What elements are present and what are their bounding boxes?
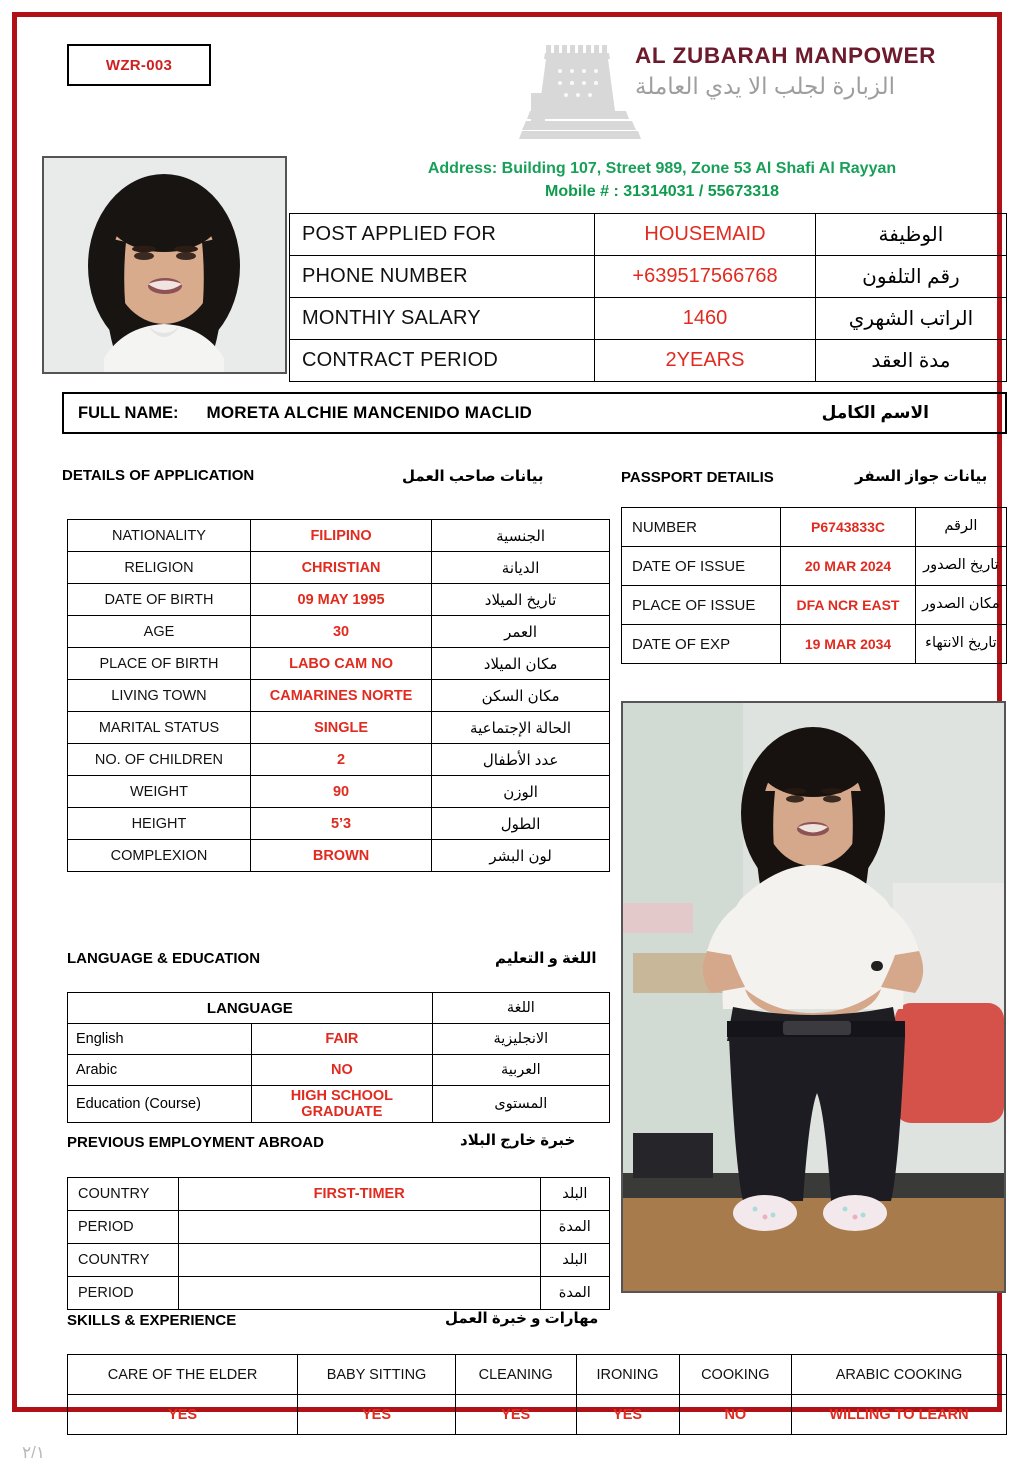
applicant-headshot-photo [42, 156, 287, 374]
table-row [68, 1277, 610, 1310]
details-of-application-table [67, 519, 610, 872]
skills-rows [68, 1355, 1007, 1435]
language-rows [68, 993, 610, 1123]
religion-value: CHRISTIAN [250, 552, 431, 584]
table-row [68, 744, 610, 776]
date-of-issue-value: 20 MAR 2024 [781, 547, 916, 586]
nationality-arabic: الجنسية [432, 520, 610, 552]
passport-number-arabic: الرقم [915, 508, 1006, 547]
document-page-frame [12, 12, 1002, 1423]
phone-number-arabic: رقم التلفون [815, 256, 1006, 298]
company-name-en: AL ZUBARAH MANPOWER [635, 43, 936, 68]
table-row [68, 1055, 610, 1086]
passport-number-value: P6743833C [781, 508, 916, 547]
complexion-arabic: لون البشر [432, 840, 610, 872]
company-contact [317, 157, 1007, 203]
reference-code-box [67, 44, 211, 86]
table-row [68, 1244, 610, 1277]
skill-header-elder-care: CARE OF THE ELDER [68, 1355, 298, 1395]
height-arabic: الطول [432, 808, 610, 840]
previous-employment-table [67, 1177, 610, 1310]
post-details-rows [290, 214, 1007, 382]
table-row [622, 586, 1007, 625]
table-row [622, 508, 1007, 547]
table-row [290, 214, 1007, 256]
full-name-label: FULL NAME: [78, 403, 179, 422]
table-row [68, 712, 610, 744]
employment-period-2-label: PERIOD [68, 1277, 179, 1310]
height-value: 5’3 [250, 808, 431, 840]
date-of-exp-label: DATE OF EXP [622, 625, 781, 664]
date-of-exp-value: 19 MAR 2034 [781, 625, 916, 664]
monthly-salary-value: 1460 [595, 298, 816, 340]
page-number-mark: ٢/١ [22, 1443, 45, 1462]
table-row [68, 520, 610, 552]
place-of-issue-label: PLACE OF ISSUE [622, 586, 781, 625]
education-arabic: المستوى [432, 1086, 609, 1123]
table-row [68, 993, 610, 1024]
table-row [68, 1024, 610, 1055]
reference-code-text: WZR-003 [105, 56, 173, 74]
full-name-value: MORETA ALCHIE MANCENIDO MACLID [206, 403, 533, 422]
table-row [68, 808, 610, 840]
table-row [290, 298, 1007, 340]
living-town-value: CAMARINES NORTE [250, 680, 431, 712]
religion-arabic: الديانة [432, 552, 610, 584]
skill-header-ironing: IRONING [576, 1355, 679, 1395]
employment-country-2-arabic: البلد [540, 1244, 609, 1277]
children-label: NO. OF CHILDREN [68, 744, 251, 776]
arabic-arabic: العربية [432, 1055, 609, 1086]
table-row [68, 1086, 610, 1123]
full-name-box [62, 392, 1007, 434]
children-arabic: عدد الأطفال [432, 744, 610, 776]
place-of-issue-value: DFA NCR EAST [781, 586, 916, 625]
skill-value-arabic-cooking: WILLING TO LEARN [792, 1395, 1007, 1435]
english-arabic: الانجليزية [432, 1024, 609, 1055]
marital-status-value: SINGLE [250, 712, 431, 744]
weight-arabic: الوزن [432, 776, 610, 808]
employment-country-2-label: COUNTRY [68, 1244, 179, 1277]
table-row [290, 340, 1007, 382]
skills-section-title: SKILLS & EXPERIENCE [67, 1312, 237, 1329]
skill-value-baby-sitting: YES [298, 1395, 456, 1435]
applicant-fullbody-photo [621, 701, 1006, 1293]
language-header-label: LANGUAGE [68, 993, 433, 1024]
passport-rows [622, 508, 1007, 664]
passport-section-title-arabic: بيانات جواز السفر [855, 468, 988, 485]
complexion-value: BROWN [250, 840, 431, 872]
religion-label: RELIGION [68, 552, 251, 584]
place-of-birth-label: PLACE OF BIRTH [68, 648, 251, 680]
table-row [622, 547, 1007, 586]
skill-header-cleaning: CLEANING [455, 1355, 576, 1395]
nationality-label: NATIONALITY [68, 520, 251, 552]
place-of-issue-arabic: مكان الصدور [915, 586, 1006, 625]
contract-period-label: CONTRACT PERIOD [290, 340, 595, 382]
phone-number-label: PHONE NUMBER [290, 256, 595, 298]
weight-value: 90 [250, 776, 431, 808]
marital-status-arabic: الحالة الإجتماعية [432, 712, 610, 744]
company-mobile: Mobile # : 31314031 / 55673318 [545, 183, 779, 201]
employment-period-1-arabic: المدة [540, 1211, 609, 1244]
living-town-label: LIVING TOWN [68, 680, 251, 712]
employment-rows [68, 1178, 610, 1310]
table-row [290, 256, 1007, 298]
language-header-arabic: اللغة [432, 993, 609, 1024]
date-of-birth-arabic: تاريخ الميلاد [432, 584, 610, 616]
marital-status-label: MARITAL STATUS [68, 712, 251, 744]
post-details-table [289, 213, 1007, 382]
skills-experience-table [67, 1354, 1007, 1435]
date-of-birth-value: 09 MAY 1995 [250, 584, 431, 616]
education-label: Education (Course) [68, 1086, 252, 1123]
details-section-title: DETAILS OF APPLICATION [62, 467, 255, 484]
skill-header-arabic-cooking: ARABIC COOKING [792, 1355, 1007, 1395]
employment-country-1-arabic: البلد [540, 1178, 609, 1211]
details-rows [68, 520, 610, 872]
contract-period-arabic: مدة العقد [815, 340, 1006, 382]
children-value: 2 [250, 744, 431, 776]
table-row [68, 840, 610, 872]
table-row [68, 680, 610, 712]
age-label: AGE [68, 616, 251, 648]
employment-country-1-label: COUNTRY [68, 1178, 179, 1211]
language-section-title-arabic: اللغة و التعليم [495, 950, 597, 967]
employment-country-1-value: FIRST-TIMER [178, 1178, 540, 1211]
company-address: Address: Building 107, Street 989, Zone 53 Al Shafi Al Rayyan [427, 160, 897, 177]
company-brand [635, 45, 995, 99]
fort-tower-icon [512, 39, 642, 144]
skill-value-ironing: YES [576, 1395, 679, 1435]
place-of-birth-arabic: مكان الميلاد [432, 648, 610, 680]
skills-section-title-arabic: مهارات و خبرة العمل [445, 1310, 599, 1327]
company-name-ar: الزبارة لجلب الا يدي العاملة [635, 72, 896, 99]
date-of-birth-label: DATE OF BIRTH [68, 584, 251, 616]
skill-header-cooking: COOKING [679, 1355, 791, 1395]
employment-period-2-arabic: المدة [540, 1277, 609, 1310]
date-of-exp-arabic: تاريخ الانتهاء [915, 625, 1006, 664]
age-arabic: العمر [432, 616, 610, 648]
height-label: HEIGHT [68, 808, 251, 840]
english-value: FAIR [252, 1024, 433, 1055]
monthly-salary-label: MONTHIY SALARY [290, 298, 595, 340]
passport-details-table [621, 507, 1007, 664]
arabic-label: Arabic [68, 1055, 252, 1086]
details-section-title-arabic: بيانات صاحب العمل [402, 468, 544, 485]
table-row [68, 1355, 1007, 1395]
post-applied-label: POST APPLIED FOR [290, 214, 595, 256]
date-of-issue-arabic: تاريخ الصدور [915, 547, 1006, 586]
employment-period-1-value [178, 1211, 540, 1244]
full-name-arabic: الاسم الكامل [821, 403, 929, 422]
skill-value-cleaning: YES [455, 1395, 576, 1435]
table-row [68, 616, 610, 648]
table-row [68, 776, 610, 808]
table-row [622, 625, 1007, 664]
post-applied-value: HOUSEMAID [595, 214, 816, 256]
language-education-table [67, 992, 610, 1123]
english-label: English [68, 1024, 252, 1055]
monthly-salary-arabic: الراتب الشهري [815, 298, 1006, 340]
contract-period-value: 2YEARS [595, 340, 816, 382]
weight-label: WEIGHT [68, 776, 251, 808]
passport-section-title: PASSPORT DETAILIS [621, 469, 774, 486]
table-row [68, 1178, 610, 1211]
age-value: 30 [250, 616, 431, 648]
table-row [68, 584, 610, 616]
table-row [68, 648, 610, 680]
date-of-issue-label: DATE OF ISSUE [622, 547, 781, 586]
skill-value-elder-care: YES [68, 1395, 298, 1435]
table-row [68, 1395, 1007, 1435]
passport-number-label: NUMBER [622, 508, 781, 547]
place-of-birth-value: LABO CAM NO [250, 648, 431, 680]
employment-country-2-value [178, 1244, 540, 1277]
employment-section-title: PREVIOUS EMPLOYMENT ABROAD [67, 1134, 324, 1151]
post-applied-arabic: الوظيفة [815, 214, 1006, 256]
phone-number-value: +639517566768 [595, 256, 816, 298]
table-row [68, 552, 610, 584]
employment-period-2-value [178, 1277, 540, 1310]
language-section-title: LANGUAGE & EDUCATION [67, 950, 261, 967]
employment-period-1-label: PERIOD [68, 1211, 179, 1244]
living-town-arabic: مكان السكن [432, 680, 610, 712]
skill-value-cooking: NO [679, 1395, 791, 1435]
arabic-value: NO [252, 1055, 433, 1086]
skill-header-baby-sitting: BABY SITTING [298, 1355, 456, 1395]
employment-section-title-arabic: خبرة خارج البلاد [460, 1132, 576, 1149]
complexion-label: COMPLEXION [68, 840, 251, 872]
table-row [68, 1211, 610, 1244]
nationality-value: FILIPINO [250, 520, 431, 552]
education-value: HIGH SCHOOL GRADUATE [252, 1086, 433, 1123]
